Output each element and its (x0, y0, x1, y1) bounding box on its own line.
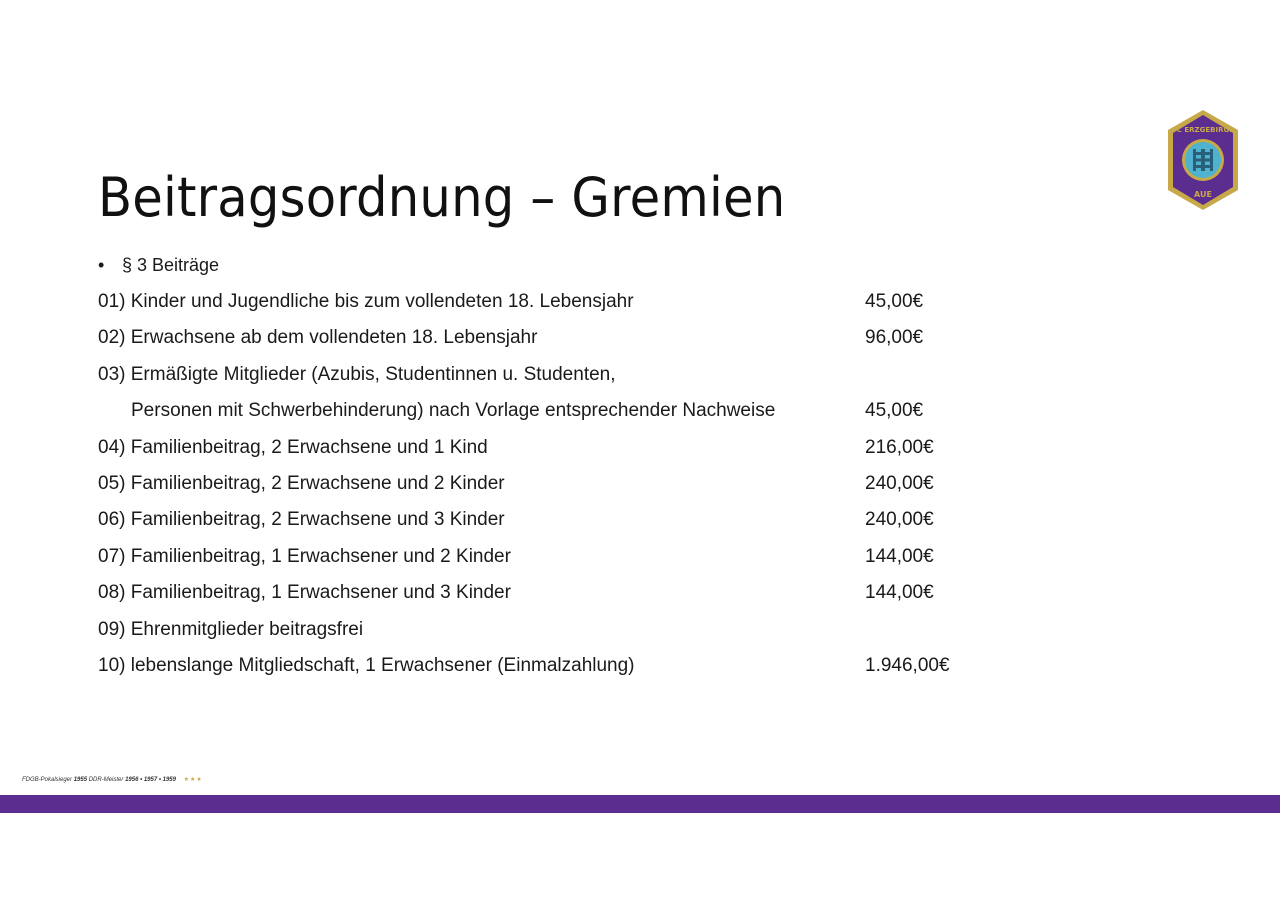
fee-label: 06) Familienbeitrag, 2 Erwachsene und 3 Kinder (98, 509, 505, 531)
section-heading (98, 255, 219, 276)
meister-label: DDR-Meister (88, 777, 124, 783)
fee-label: 05) Familienbeitrag, 2 Erwachsene und 2 Kinder (98, 472, 505, 494)
fee-row (98, 650, 998, 686)
fee-label: 03) Ermäßigte Mitglieder (Azubis, Studentinnen u. Studenten, (98, 363, 616, 385)
crest-top-text: FC ERZGEBIRGE (1172, 126, 1234, 134)
fee-label: 09) Ehrenmitglieder beitragsfrei (98, 618, 364, 640)
pokal-year: 1955 (73, 777, 88, 783)
fee-row (98, 577, 998, 613)
fee-row (98, 286, 998, 322)
bullet-icon: • (98, 255, 105, 275)
fee-amount: 144,00€ (865, 545, 934, 567)
fee-label: 10) lebenslange Mitgliedschaft, 1 Erwachsener (Einmalzahlung) (98, 654, 635, 676)
fee-row (98, 322, 998, 358)
fee-amount: 45,00€ (865, 400, 924, 422)
fee-amount: 240,00€ (865, 509, 934, 531)
club-crest-logo (1166, 108, 1240, 212)
crest-bottom-text: AUE (1194, 190, 1212, 199)
fee-row (98, 432, 998, 468)
fee-label: Personen mit Schwerbehinderung) nach Vorlage entsprechender Nachweise (131, 400, 776, 422)
footer-honors (22, 776, 203, 783)
fee-amount: 216,00€ (865, 436, 934, 458)
fee-amount: 45,00€ (865, 291, 924, 312)
fee-label: 08) Familienbeitrag, 1 Erwachsener und 3 Kinder (98, 582, 511, 604)
fee-amount: 144,00€ (865, 582, 934, 604)
fee-amount: 1.946,00€ (865, 654, 950, 676)
footer-brand-bar (0, 795, 1280, 813)
pokal-label: FDGB-Pokalsieger (22, 777, 73, 783)
fee-label: 01) Kinder und Jugendliche bis zum vollendeten 18. Lebensjahr (98, 291, 634, 312)
meister-years: 1956 • 1957 • 1959 (125, 777, 176, 783)
slide-title: Beitragsordnung – Gremien (98, 166, 786, 229)
fee-row (98, 614, 998, 650)
fee-list (98, 286, 998, 686)
fee-label: 02) Erwachsene ab dem vollendeten 18. Lebensjahr (98, 327, 538, 349)
fee-label: 04) Familienbeitrag, 2 Erwachsene und 1 Kind (98, 436, 488, 458)
fee-row (98, 395, 998, 431)
fee-row (98, 468, 998, 504)
fee-amount: 96,00€ (865, 327, 924, 349)
section-heading-text: § 3 Beiträge (122, 255, 220, 275)
fee-row (98, 359, 998, 395)
stars-icon: ★★★ (183, 777, 203, 783)
fee-row (98, 541, 998, 577)
fee-amount: 240,00€ (865, 472, 934, 494)
fee-row (98, 504, 998, 540)
fee-label: 07) Familienbeitrag, 1 Erwachsener und 2 Kinder (98, 545, 511, 567)
